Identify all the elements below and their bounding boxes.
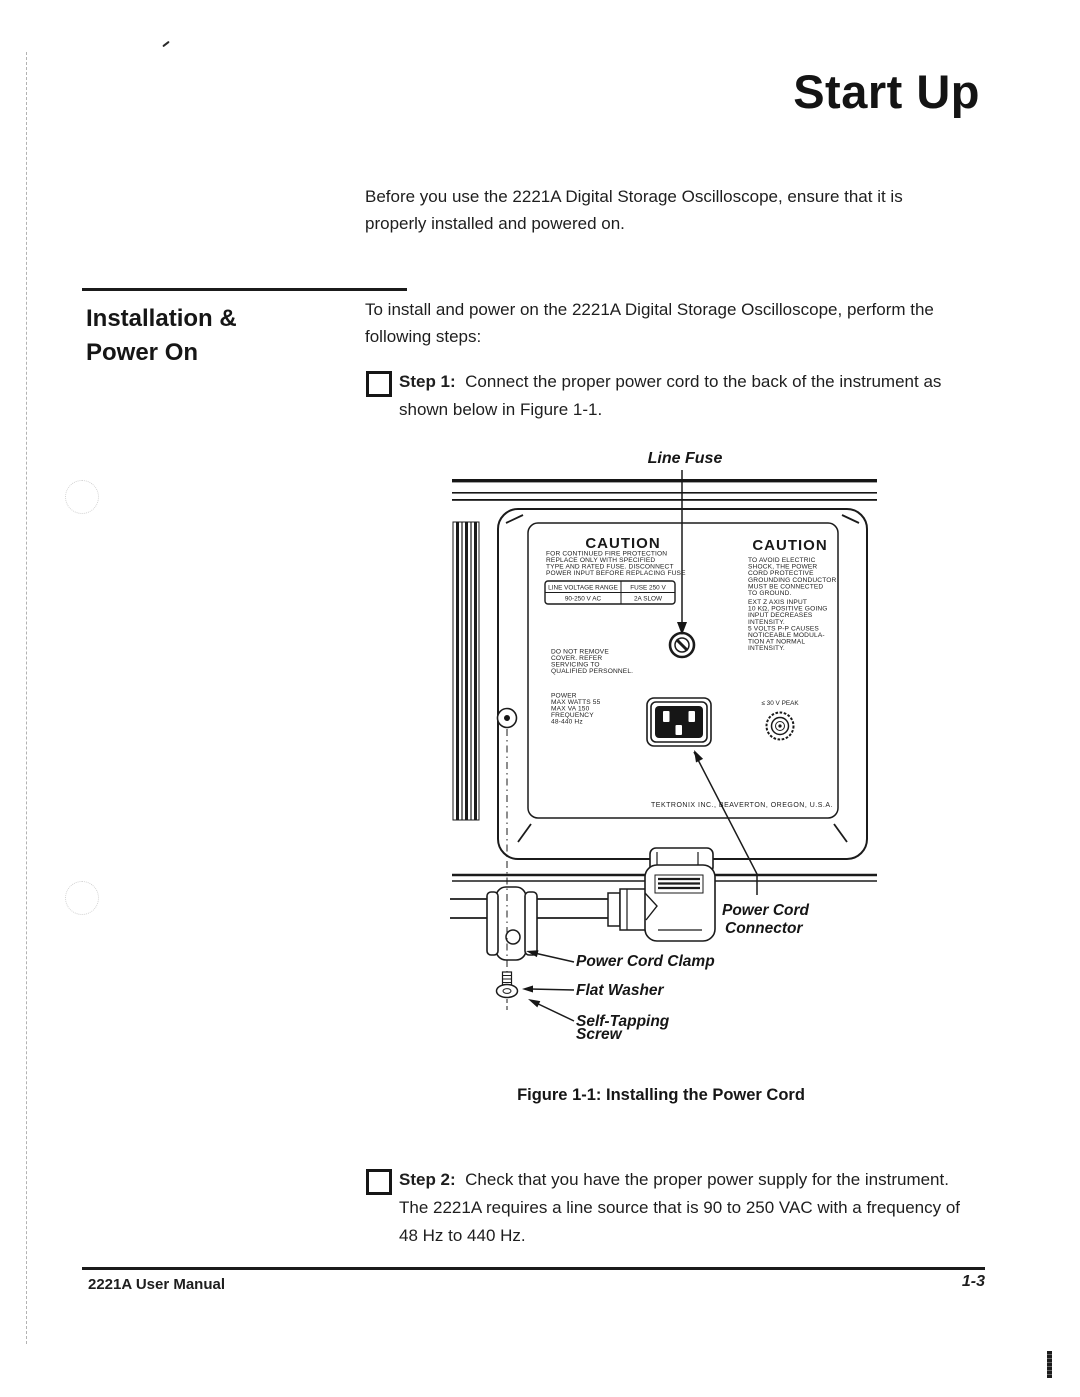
intro-paragraph: Before you use the 2221A Digital Storage Oscilloscope, ensure that it is properly installed and powered on. (365, 187, 903, 233)
caution-right-line: 10 KΩ, POSITIVE GOING (748, 605, 828, 613)
power-ratings-line: FREQUENCY (551, 712, 594, 719)
cord-ferrule (608, 889, 647, 930)
caution-left-line: POWER INPUT BEFORE REPLACING FUSE (546, 570, 686, 577)
page-title: Start Up (793, 65, 980, 118)
power-cord-clamp-callout: Power Cord Clamp (576, 953, 715, 970)
z-axis-bnc-connector (761, 700, 799, 740)
caution-right-line: EXT Z AXIS INPUT (748, 599, 808, 606)
table-cell: 90-250 V AC (564, 595, 602, 603)
self-tapping-screw-callout: Screw (576, 1026, 622, 1043)
power-cord-connector-callout: Power Cord (722, 902, 809, 919)
caution-right-line: GROUNDING CONDUCTOR (748, 576, 837, 584)
step1-body: Connect the proper power cord to the back of the instrument as shown below in Figure 1-1. (399, 372, 942, 419)
chassis-top-lines (452, 479, 877, 501)
fuse-holder (670, 633, 694, 657)
caution-left-line: REPLACE ONLY WITH SPECIFIED (546, 557, 656, 564)
flat-washer-callout: Flat Washer (576, 982, 664, 999)
power-inlet (647, 698, 711, 746)
frame-screw (498, 709, 517, 728)
caution-right-line: INPUT DECREASES (748, 612, 813, 620)
caution-right-title: CAUTION (752, 537, 828, 554)
caution-right-line: MUST BE CONNECTED (748, 583, 824, 591)
self-tapping-screw-callout: Self-Tapping (576, 1013, 670, 1030)
ink-mark-artifact (162, 41, 170, 48)
table-cell: 2A SLOW (633, 595, 663, 603)
step2-checkbox (366, 1169, 392, 1195)
caution-right-line: 5 VOLTS P-P CAUSES (748, 625, 819, 633)
power-cord-connector-drawing (645, 848, 715, 941)
manufacturer-label: TEKTRONIX INC., BEAVERTON, OREGON, U.S.A. (651, 802, 833, 809)
footer-page-number: 1-3 (961, 1273, 985, 1290)
hole-punch-artifact (65, 480, 99, 514)
fuse-rating-table (545, 581, 675, 604)
step1-text (399, 368, 977, 424)
washer-and-screw-drawing (497, 972, 518, 1010)
power-ratings-line: 48-440 Hz (551, 718, 583, 726)
service-note-line: DO NOT REMOVE (551, 648, 609, 656)
power-ratings (551, 693, 601, 726)
step2-label: Step 2: (399, 1170, 456, 1189)
caution-right-line: INTENSITY. (748, 645, 785, 653)
figure-caption: Figure 1-1: Installing the Power Cord (517, 1086, 805, 1104)
caution-left-line: TYPE AND RATED FUSE. DISCONNECT (546, 563, 674, 571)
caution-right-line: INTENSITY. (748, 618, 785, 626)
service-note-line: QUALIFIED PERSONNEL. (551, 668, 634, 675)
section-heading: Installation & Power On (86, 305, 237, 366)
footer-manual-title: 2221A User Manual (88, 1276, 226, 1293)
page-binding-dashed-line (26, 52, 27, 1344)
service-note-line: SERVICING TO (551, 661, 600, 669)
caution-left-block (546, 535, 686, 577)
caution-left-line: FOR CONTINUED FIRE PROTECTION (546, 550, 668, 558)
heat-sink-fins (453, 522, 479, 820)
caution-right-line: NOTICEABLE MODULA- (748, 632, 825, 639)
hole-punch-artifact (65, 881, 99, 915)
line-fuse-callout: Line Fuse (647, 450, 723, 467)
figure-1-1-drawing (436, 438, 886, 1050)
caution-right-line: CORD PROTECTIVE (748, 570, 814, 578)
power-cord-clamp-drawing (487, 887, 537, 960)
section-intro-paragraph: To install and power on the 2221A Digital Storage Oscilloscope, perform the following steps: (365, 300, 934, 346)
service-note-line: COVER. REFER (551, 655, 603, 662)
callout-leaders (522, 750, 757, 1021)
caution-right-line: TO GROUND. (748, 590, 792, 597)
section-divider-rule (82, 288, 407, 291)
table-cell: FUSE 250 V (630, 584, 666, 592)
service-note (551, 649, 633, 676)
power-ratings-line: POWER (551, 692, 577, 700)
table-cell: LINE VOLTAGE RANGE (548, 584, 618, 592)
step2-text (399, 1166, 977, 1250)
peak-rating-label: ≤ 30 V PEAK (761, 700, 799, 707)
step1-checkbox (366, 371, 392, 397)
caution-right-line: TO AVOID ELECTRIC (748, 557, 816, 564)
power-ratings-line: MAX VA 150 (551, 705, 590, 713)
registration-mark (1047, 1351, 1052, 1378)
caution-right-line: SHOCK, THE POWER (748, 563, 818, 571)
power-cord-connector-callout: Connector (725, 920, 803, 937)
step2-body: Check that you have the proper power supply for the instrument. The 2221A requires a line source that is 90 to 250 VAC with a frequency of 48 Hz to 440 Hz. (399, 1170, 961, 1245)
step1-label: Step 1: (399, 372, 456, 391)
caution-left-title: CAUTION (585, 535, 661, 552)
power-ratings-line: MAX WATTS 55 (551, 699, 601, 706)
caution-right-line: TION AT NORMAL (748, 638, 806, 646)
footer-rule (82, 1267, 985, 1270)
caution-right-block (748, 537, 837, 652)
